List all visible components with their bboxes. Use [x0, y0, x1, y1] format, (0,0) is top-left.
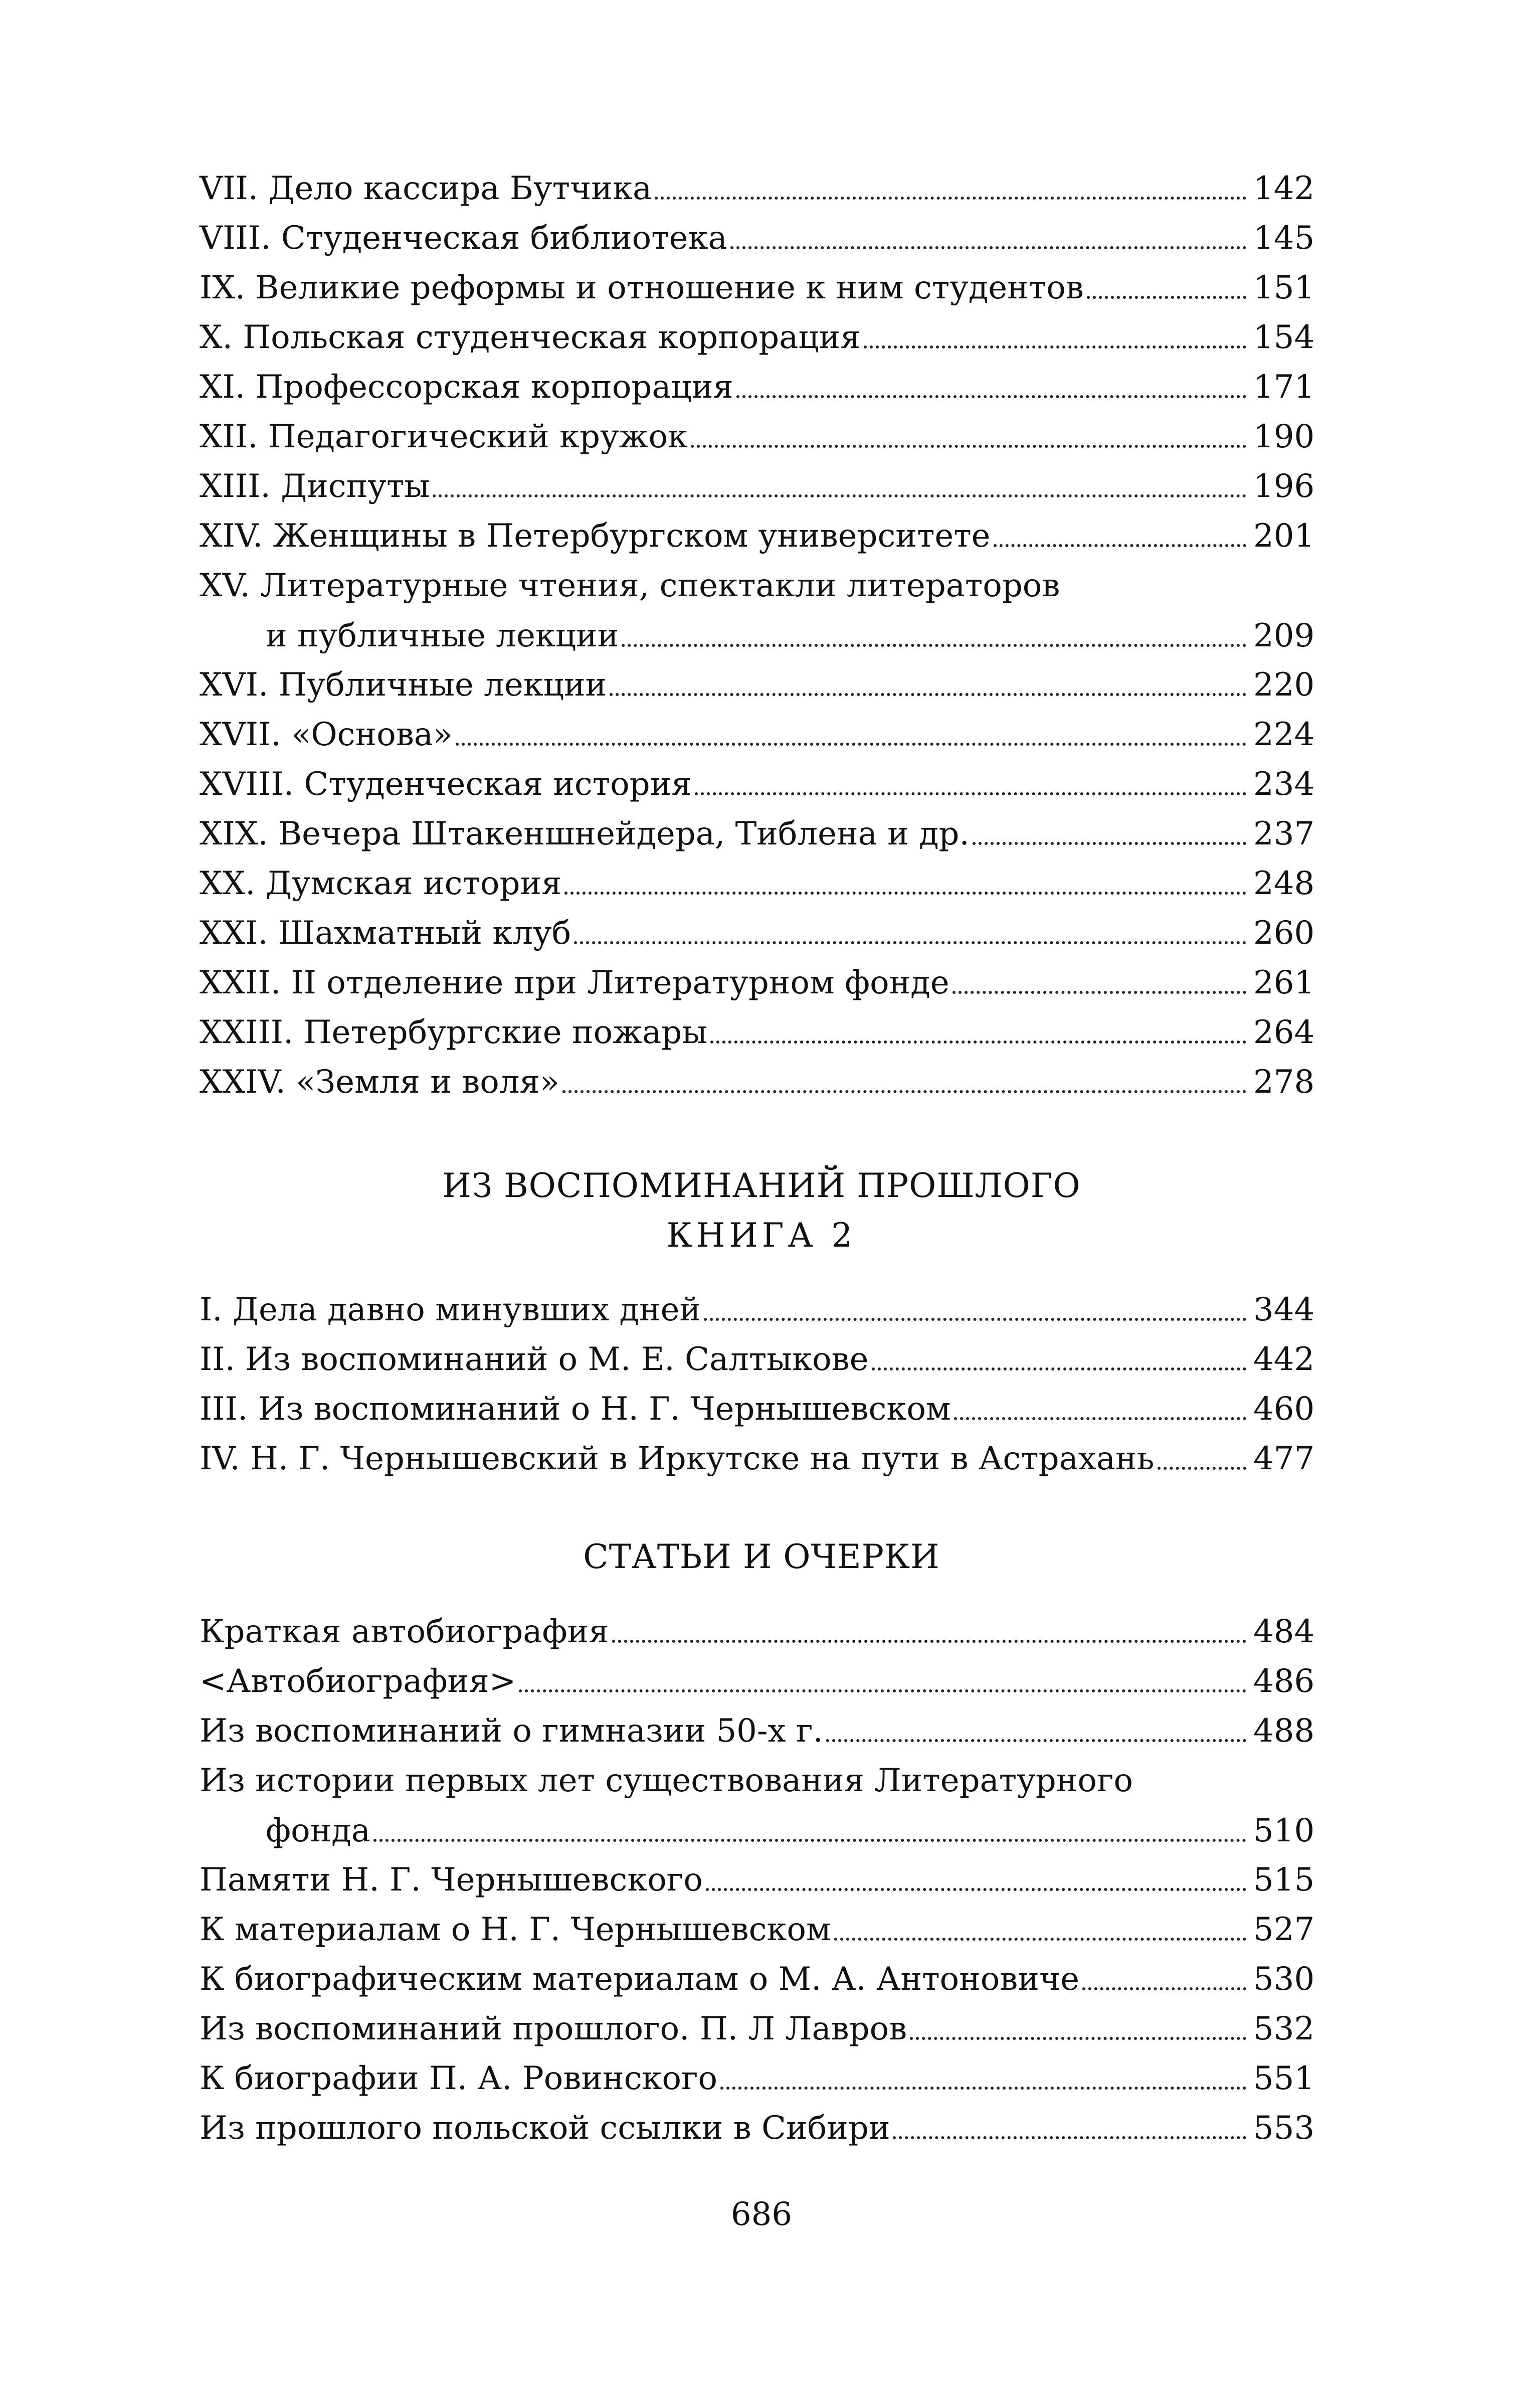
toc-entry [200, 716, 1315, 759]
toc-entry [200, 470, 1313, 510]
toc-entry [200, 1911, 1315, 1954]
toc-entry-page: 209 [1253, 617, 1315, 654]
toc-entry-page: 224 [1253, 716, 1315, 753]
leader-dots [953, 991, 1246, 994]
leader-dots [564, 892, 1246, 895]
toc-entry-title: VIII. Студенческая библиотека [200, 220, 727, 257]
toc-entry-title-line1: Из истории первых лет существования Литературного [200, 1762, 1133, 1799]
toc-entry-page: 488 [1253, 1712, 1315, 1750]
toc-entry-two-line [200, 567, 1315, 660]
toc-entry [200, 768, 1313, 808]
leader-dots [433, 494, 1246, 497]
leader-dots [730, 246, 1246, 249]
toc-entry-page: 486 [1253, 1663, 1315, 1700]
toc-entry-page: 237 [1253, 815, 1315, 852]
toc-entry-title: XXIV. «Земля и воля» [200, 1064, 559, 1101]
leader-dots [373, 1839, 1246, 1842]
page-number: 686 [730, 2196, 793, 2233]
toc-entry [200, 170, 1315, 213]
toc-entry-page: 527 [1253, 1911, 1315, 1948]
toc-entry-page: 154 [1253, 319, 1315, 356]
toc-entry-title: XX. Думская история [200, 865, 562, 902]
toc-entry [200, 2112, 1313, 2152]
toc-entry-title: XIII. Диспуты [200, 468, 430, 505]
leader-dots [1158, 1467, 1247, 1470]
leader-dots [910, 2037, 1246, 2040]
leader-dots [519, 1689, 1246, 1692]
toc-entry-page: 553 [1253, 2110, 1315, 2147]
toc-entry-title: XI. Профессорская корпорация [200, 369, 733, 406]
section-heading: ИЗ ВОСПОМИНАНИЙ ПРОШЛОГО [442, 1166, 1081, 1205]
leader-dots [736, 395, 1246, 398]
toc-entry-title: <Автобиография> [200, 1663, 516, 1700]
section-heading: СТАТЬИ И ОЧЕРКИ [583, 1537, 940, 1576]
toc-entry-title: Из воспоминаний прошлого. П. Л Лавров [200, 2010, 907, 2047]
toc-entry [200, 269, 1315, 312]
toc-entry [200, 964, 1315, 1007]
toc-entry [200, 418, 1315, 461]
toc-entry [200, 815, 1315, 858]
toc-entry-page: 278 [1253, 1064, 1315, 1101]
toc-entry [200, 917, 1313, 957]
toc-entry-page: 530 [1253, 1961, 1315, 1998]
toc-entry-page: 484 [1253, 1613, 1315, 1650]
leader-dots [456, 743, 1246, 746]
leader-dots [610, 693, 1246, 696]
leader-dots [704, 1318, 1246, 1321]
toc-entry-title: IX. Великие реформы и отношение к ним студентов [200, 269, 1084, 306]
toc-entry-title: XIV. Женщины в Петербургском университете [200, 518, 991, 555]
toc-entry-title: II. Из воспоминаний о М. Е. Салтыкове [200, 1341, 869, 1378]
leader-dots [834, 1938, 1246, 1941]
toc-entry-title: XXIII. Петербургские пожары [200, 1014, 708, 1051]
toc-entry [200, 1016, 1313, 1057]
toc-entry [200, 1861, 1315, 1904]
toc-entry [200, 1440, 1315, 1483]
toc-entry [200, 1066, 1313, 1106]
toc-entry-title: Из воспоминаний о гимназии 50-х г. [200, 1712, 823, 1750]
toc-entry-page: 142 [1253, 170, 1315, 207]
leader-dots [562, 1090, 1246, 1093]
toc-entry-page: 171 [1253, 369, 1315, 406]
leader-dots [695, 792, 1246, 795]
toc-entry-title: XXII. II отделение при Литературном фонде [200, 964, 949, 1001]
toc-entry-page: 551 [1253, 2060, 1315, 2097]
toc-entry [200, 2010, 1315, 2053]
toc-entry-title: Из прошлого польской ссылки в Сибири [200, 2110, 890, 2147]
toc-entry-title: XXI. Шахматный клуб [200, 915, 572, 952]
toc-entry-page: 442 [1253, 1341, 1315, 1378]
leader-dots [612, 1640, 1246, 1643]
toc-entry [200, 1963, 1313, 2003]
toc-entry-page: 145 [1253, 220, 1315, 257]
leader-dots [691, 445, 1246, 448]
toc-entry-title: I. Дела давно минувших дней [200, 1291, 701, 1328]
leader-dots [720, 2087, 1246, 2090]
toc-entry-page: 344 [1253, 1291, 1315, 1328]
toc-entry [200, 321, 1313, 362]
toc-entry [200, 222, 1313, 262]
toc-entry-title: К материалам о Н. Г. Чернышевском [200, 1911, 831, 1948]
toc-entry-page: 532 [1253, 2010, 1315, 2047]
toc-entry-page: 190 [1253, 418, 1315, 455]
toc-entry-page: 234 [1253, 766, 1315, 803]
toc-entry [200, 2062, 1313, 2103]
toc-entry-page: 510 [1253, 1812, 1315, 1849]
toc-entry-page: 248 [1253, 865, 1315, 902]
toc-entry-title: Краткая автобиография [200, 1613, 609, 1650]
leader-dots [574, 941, 1246, 944]
toc-entry-title: XVIII. Студенческая история [200, 766, 692, 803]
toc-entry [200, 520, 1313, 560]
leader-dots [1087, 296, 1246, 299]
toc-entry-title: фонда [266, 1812, 370, 1849]
toc-entry-page: 220 [1253, 666, 1315, 704]
leader-dots [893, 2136, 1246, 2139]
toc-entry-page: 261 [1253, 964, 1315, 1001]
toc-entry-title: IV. Н. Г. Чернышевский в Иркутске на пути в Астрахань [200, 1440, 1155, 1477]
toc-entry-two-line [200, 1762, 1315, 1855]
toc-entry-page: 515 [1253, 1861, 1315, 1899]
leader-dots [710, 1041, 1246, 1044]
leader-dots [706, 1888, 1246, 1891]
leader-dots [826, 1739, 1246, 1742]
toc-entry-page: 264 [1253, 1014, 1315, 1051]
toc-entry-title: Памяти Н. Г. Чернышевского [200, 1861, 703, 1899]
leader-dots [973, 842, 1246, 845]
section-subheading: КНИГА 2 [666, 1216, 857, 1255]
toc-entry-title: X. Польская студенческая корпорация [200, 319, 861, 356]
toc-entry [200, 1393, 1313, 1433]
leader-dots [994, 544, 1247, 547]
toc-entry [200, 1291, 1315, 1334]
leader-dots [954, 1417, 1246, 1420]
toc-entry-page: 460 [1253, 1391, 1315, 1428]
toc-entry-page: 201 [1253, 518, 1315, 555]
toc-entry-page: 477 [1253, 1440, 1315, 1477]
toc-entry-title: XVII. «Основа» [200, 716, 453, 753]
toc-entry [200, 1712, 1315, 1755]
toc-entry-page: 196 [1253, 468, 1315, 505]
toc-entry-title: К биографическим материалам о М. А. Антоновиче [200, 1961, 1080, 1998]
toc-entry [200, 865, 1315, 908]
toc-entry-title: и публичные лекции [266, 617, 619, 654]
toc-entry [200, 1613, 1315, 1656]
toc-entry [200, 666, 1315, 709]
toc-entry [200, 371, 1313, 411]
toc-entry [200, 1665, 1313, 1705]
toc-entry-title: XVI. Публичные лекции [200, 666, 607, 704]
toc-entry-title: XII. Педагогический кружок [200, 418, 688, 455]
toc-entry-page: 151 [1253, 269, 1315, 306]
toc-entry-page: 260 [1253, 915, 1315, 952]
toc-entry-title: XIX. Вечера Штакеншнейдера, Тиблена и др. [200, 815, 970, 852]
leader-dots [864, 346, 1246, 349]
toc-entry-title-line1: XV. Литературные чтения, спектакли литераторов [200, 567, 1060, 604]
leader-dots [872, 1367, 1246, 1370]
leader-dots [622, 644, 1246, 647]
toc-entry [200, 1343, 1313, 1384]
toc-entry-title: III. Из воспоминаний о Н. Г. Чернышевском [200, 1391, 951, 1428]
toc-entry-title: К биографии П. А. Ровинского [200, 2060, 718, 2097]
toc-entry-title: VII. Дело кассира Бутчика [200, 170, 652, 207]
leader-dots [1082, 1987, 1246, 1990]
leader-dots [655, 197, 1246, 200]
